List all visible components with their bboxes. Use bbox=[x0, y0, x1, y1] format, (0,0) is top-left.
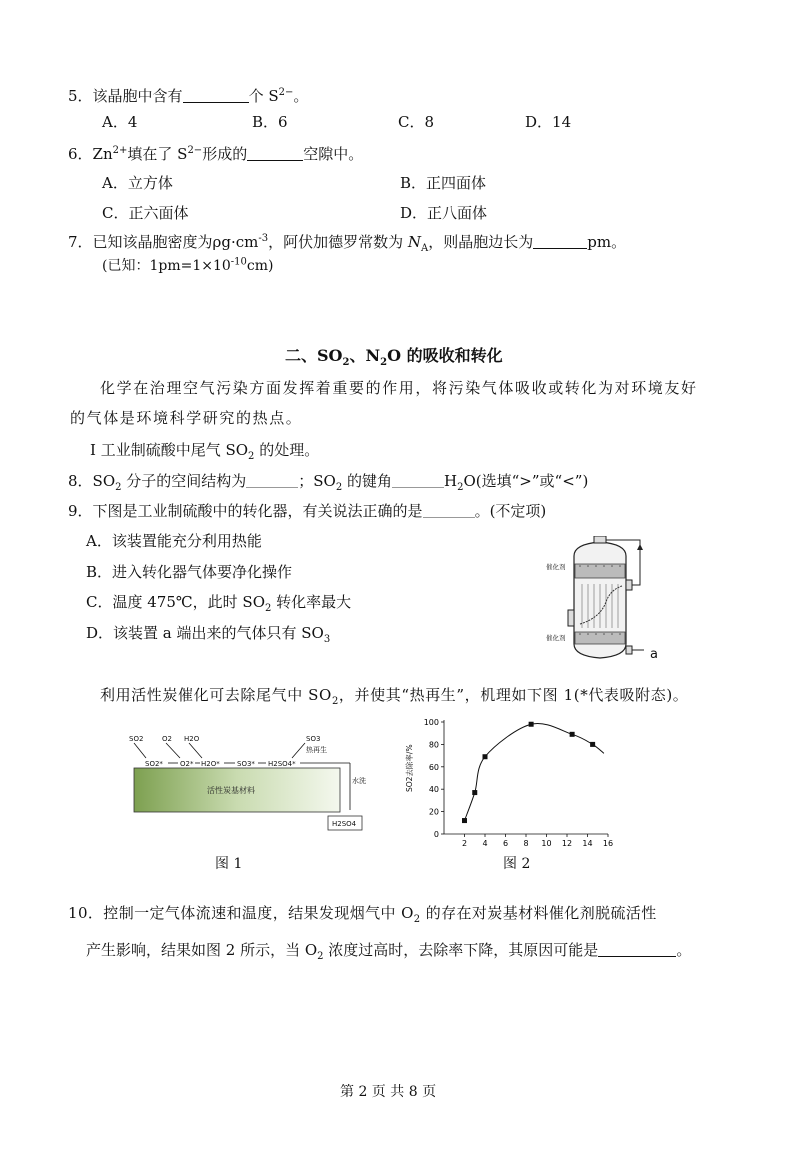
top-label-h2o: H2O bbox=[184, 735, 200, 743]
y-axis-label: SO2去除率/% bbox=[405, 744, 414, 792]
question-7: 7．已知该晶胞密度为$\rho g\cdot cm^{-3}$，阿伏加德罗常数为 $N_A$，则晶胞边长为 pm。 bbox=[68, 233, 627, 254]
x-tick-label: 12 bbox=[561, 839, 573, 848]
converter-diagram bbox=[540, 536, 670, 666]
question-8: 8．$SO_2$ 分子的空间结构为 ；$SO_2$ 的键角 $H_2O$(选填“>”或“<”) bbox=[68, 472, 589, 493]
q5-option-c: C．8 bbox=[398, 113, 435, 131]
figure-1-mechanism bbox=[120, 728, 370, 836]
data-point bbox=[529, 722, 534, 727]
data-point bbox=[483, 754, 488, 759]
x-tick-label: 16 bbox=[602, 839, 614, 848]
q9-option-d: D．该装置 a 端出来的气体只有 $SO_3$ bbox=[86, 624, 331, 645]
question-5: 5．该晶胞中含有 个 $S^{2-}$。 bbox=[68, 87, 309, 105]
q9-option-b: B．进入转化器气体要净化操作 bbox=[86, 563, 293, 581]
y-tick-label: 80 bbox=[428, 740, 439, 750]
q6-option-c: C．正六面体 bbox=[102, 204, 189, 222]
top-label-so2: SO2 bbox=[129, 735, 144, 743]
intro-line-2: 的气体是环境科学研究的热点。 bbox=[70, 409, 303, 427]
row-so2-ads: SO2* bbox=[145, 760, 163, 768]
figure-1-caption: 图 1 bbox=[215, 856, 243, 872]
data-point bbox=[472, 790, 477, 795]
carbon-material-label: 活性炭基材料 bbox=[207, 786, 255, 795]
x-tick-label: 10 bbox=[541, 839, 552, 848]
answer-blank[interactable] bbox=[423, 502, 475, 518]
x-tick-label: 14 bbox=[582, 839, 593, 848]
q6-option-a: A．立方体 bbox=[102, 174, 173, 192]
x-tick-label: 2 bbox=[461, 839, 468, 848]
answer-blank[interactable] bbox=[183, 87, 249, 103]
data-point bbox=[462, 818, 467, 823]
catalyst-label-top: 催化剂 bbox=[546, 563, 566, 571]
activated-carbon-paragraph: 利用活性炭催化可去除尾气中 $SO_2$，并使其“热再生”，机理如下图 1(*代表吸附态)。 bbox=[100, 686, 689, 707]
section-title: 二、$SO_2$、$N_2O$ 的吸收和转化 bbox=[285, 346, 503, 369]
top-label-o2: O2 bbox=[162, 735, 172, 743]
question-10-line-1: 10．控制一定气体流速和温度，结果发现烟气中 $O_2$ 的存在对炭基材料催化剂脱硫活性 bbox=[68, 904, 657, 925]
q9-option-c: C．温度 475℃，此时 $SO_2$ 转化率最大 bbox=[86, 593, 352, 614]
y-tick-label: 20 bbox=[428, 807, 439, 817]
series-curve bbox=[465, 723, 604, 820]
q6-option-b: B．正四面体 bbox=[400, 174, 487, 192]
q6-option-d: D．正八面体 bbox=[400, 204, 488, 222]
figure-2-caption: 图 2 bbox=[503, 856, 531, 872]
row-h2o-ads: H2O* bbox=[201, 760, 220, 768]
answer-blank[interactable] bbox=[392, 472, 444, 488]
figure-2-chart bbox=[400, 712, 620, 852]
x-tick-label: 4 bbox=[482, 839, 488, 848]
top-label-so3: SO3 bbox=[306, 735, 321, 743]
question-6: 6．$Zn^{2+}$填在了 $S^{2-}$形成的 空隙中。 bbox=[68, 145, 364, 163]
q5-option-a: A．4 bbox=[102, 113, 138, 131]
answer-blank[interactable] bbox=[247, 145, 303, 161]
x-tick-label: 8 bbox=[523, 839, 529, 848]
regen-label: 热再生 bbox=[306, 746, 327, 754]
port-a-label: a bbox=[650, 647, 658, 662]
intro-line-1: 化学在治理空气污染方面发挥着重要的作用，将污染气体吸收或转化为对环境友好 bbox=[100, 379, 698, 397]
product-label: H2SO4 bbox=[332, 820, 357, 828]
y-tick-label: 100 bbox=[423, 718, 439, 727]
row-so3-ads: SO3* bbox=[237, 760, 255, 768]
wash-label: 水洗 bbox=[352, 777, 366, 785]
question-9: 9．下图是工业制硫酸中的转化器，有关说法正确的是 。(不定项) bbox=[68, 502, 547, 520]
page-footer: 第 2 页 共 8 页 bbox=[340, 1084, 437, 1100]
q7-note: (已知：$1pm=1\times 10^{-10}cm$) bbox=[102, 256, 274, 274]
y-tick-label: 60 bbox=[428, 762, 439, 772]
answer-blank[interactable] bbox=[246, 472, 298, 488]
subsection-1: Ⅰ 工业制硫酸中尾气 $SO_2$ 的处理。 bbox=[90, 441, 320, 462]
q5-option-b: B．6 bbox=[252, 113, 288, 131]
y-tick-label: 40 bbox=[428, 785, 439, 795]
y-tick-label: 0 bbox=[433, 830, 439, 839]
question-10-line-2: 产生影响，结果如图 2 所示，当 $O_2$ 浓度过高时，去除率下降，其原因可能是 。 bbox=[86, 941, 692, 962]
row-h2so4-ads: H2SO4* bbox=[268, 760, 296, 768]
catalyst-label-bottom: 催化剂 bbox=[546, 634, 566, 642]
x-tick-label: 6 bbox=[502, 839, 509, 848]
answer-blank[interactable] bbox=[533, 233, 587, 249]
q9-option-a: A．该装置能充分利用热能 bbox=[86, 532, 262, 550]
answer-blank[interactable] bbox=[598, 941, 676, 957]
q5-option-d: D．14 bbox=[525, 113, 572, 131]
data-point bbox=[570, 732, 575, 737]
row-o2-ads: O2* bbox=[180, 760, 194, 768]
data-point bbox=[590, 742, 595, 747]
